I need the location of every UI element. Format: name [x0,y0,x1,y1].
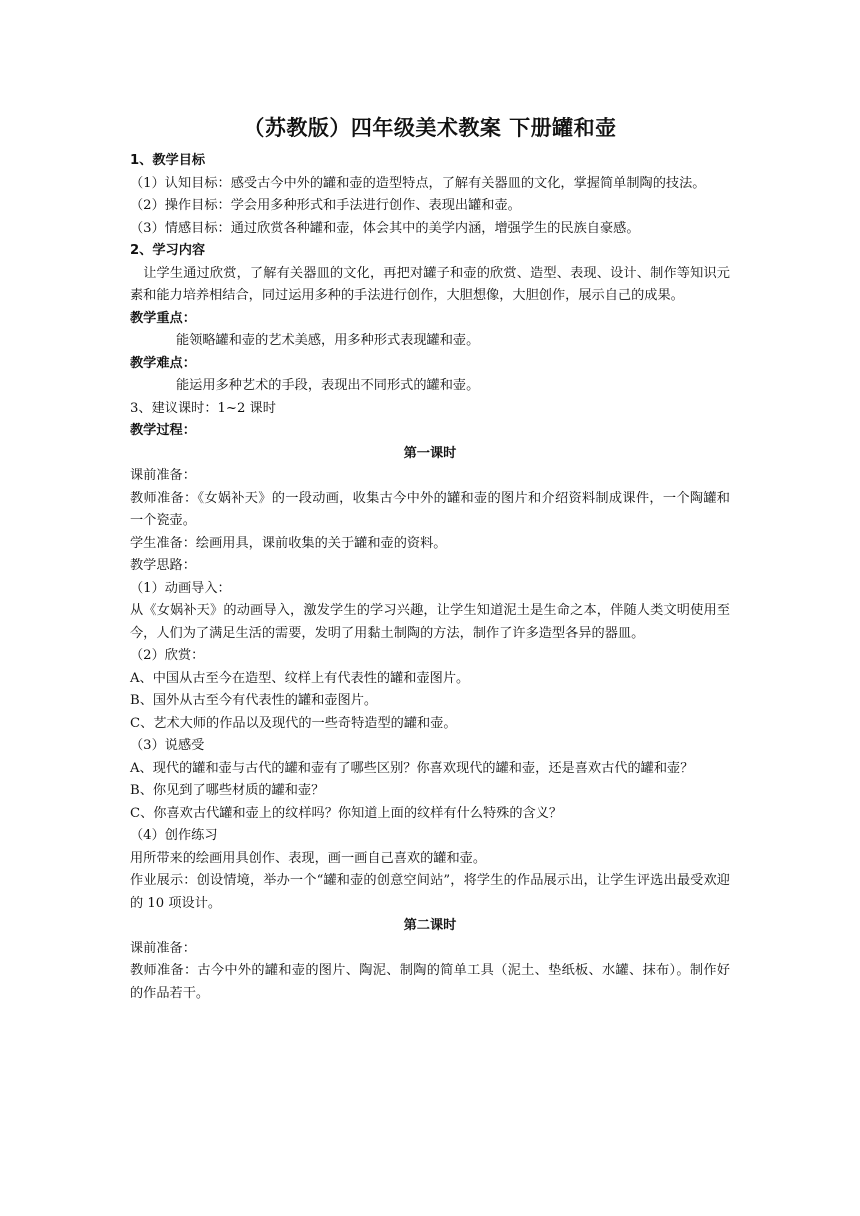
paragraph: 能运用多种艺术的手段，表现出不同形式的罐和壶。 [176,378,480,393]
paragraph: （3）说感受 [130,738,205,753]
document-body [130,150,730,1005]
lesson-heading: 第一课时 [403,445,457,461]
paragraph: 课前准备： [130,940,196,956]
lesson-heading: 第二课时 [403,918,457,933]
paragraph: 教学思路： [130,558,196,573]
paragraph: （3）情感目标：通过欣赏各种罐和壶，体会其中的美学内涵，增强学生的民族自豪感。 [130,220,640,236]
paragraph: 教师准备：古今中外的罐和壶的图片、陶泥、制陶的简单工具（泥土、垫纸板、水罐、抹布）。制作好的作品若干。 [130,963,730,1001]
paragraph: 学生准备：绘画用具，课前收集的关于罐和壶的资料。 [130,535,447,551]
paragraph: 让学生通过欣赏，了解有关器皿的文化，再把对罐子和壶的欣赏、造型、表现、设计、制作等知识元素和能力培养相结合，同过运用多种的手法进行创作，大胆想像，大胆创作，展示自己的成果。 [130,265,730,303]
paragraph: B、你见到了哪些材质的罐和壶？ [130,783,325,798]
paragraph: （2）欣赏： [130,648,205,663]
paragraph: （1）动画导入： [130,580,231,596]
paragraph: B、国外从古至今有代表性的罐和壶图片。 [130,693,378,708]
paragraph: （1）认知目标：感受古今中外的罐和壶的造型特点，了解有关器皿的文化，掌握简单制陶的技法。 [130,175,706,191]
paragraph: （4）创作练习 [130,828,218,843]
paragraph: 课前准备： [130,468,196,483]
paragraph: 用所带来的绘画用具创作、表现，画一画自己喜欢的罐和壶。 [130,850,487,866]
paragraph: （2）操作目标：学会用多种形式和手法进行创作、表现出罐和壶。 [130,198,521,213]
paragraph: 3、建议课时：1~2 课时 [130,400,276,416]
section-heading: 教学过程： [130,423,196,438]
paragraph: 从《女娲补天》的动画导入，激发学生的学习兴趣，让学生知道泥土是生命之本，伴随人类文明使用至今，人们为了满足生活的需要，发明了用黏土制陶的方法，制作了许多造型各异的器皿。 [130,603,730,641]
paragraph: A、现代的罐和壶与古代的罐和壶有了哪些区别？你喜欢现代的罐和壶，还是喜欢古代的罐和壶？ [130,760,694,776]
document-title: （苏教版）四年级美术教案 下册罐和壶 [243,116,617,140]
paragraph: C、艺术大师的作品以及现代的一些奇特造型的罐和壶。 [130,715,457,731]
paragraph: 能领略罐和壶的艺术美感，用多种形式表现罐和壶。 [176,333,480,348]
paragraph: 教师准备：《女娲补天》的一段动画，收集古今中外的罐和壶的图片和介绍资料制成课件，一个陶罐和一个瓷壶。 [130,490,730,528]
paragraph: 作业展示：创设情境，举办一个“罐和壶的创意空间站”，将学生的作品展示出，让学生评选出最受欢迎的 10 项设计。 [130,873,730,911]
section-heading: 教学重点： [130,310,196,326]
paragraph: A、中国从古至今在造型、纹样上有代表性的罐和壶图片。 [130,670,470,686]
paragraph: C、你喜欢古代罐和壶上的纹样吗？你知道上面的纹样有什么特殊的含义？ [130,805,563,821]
section-heading: 2、学习内容 [130,243,206,258]
section-heading: 教学难点： [130,355,196,371]
section-heading: 1、教学目标 [130,153,206,168]
